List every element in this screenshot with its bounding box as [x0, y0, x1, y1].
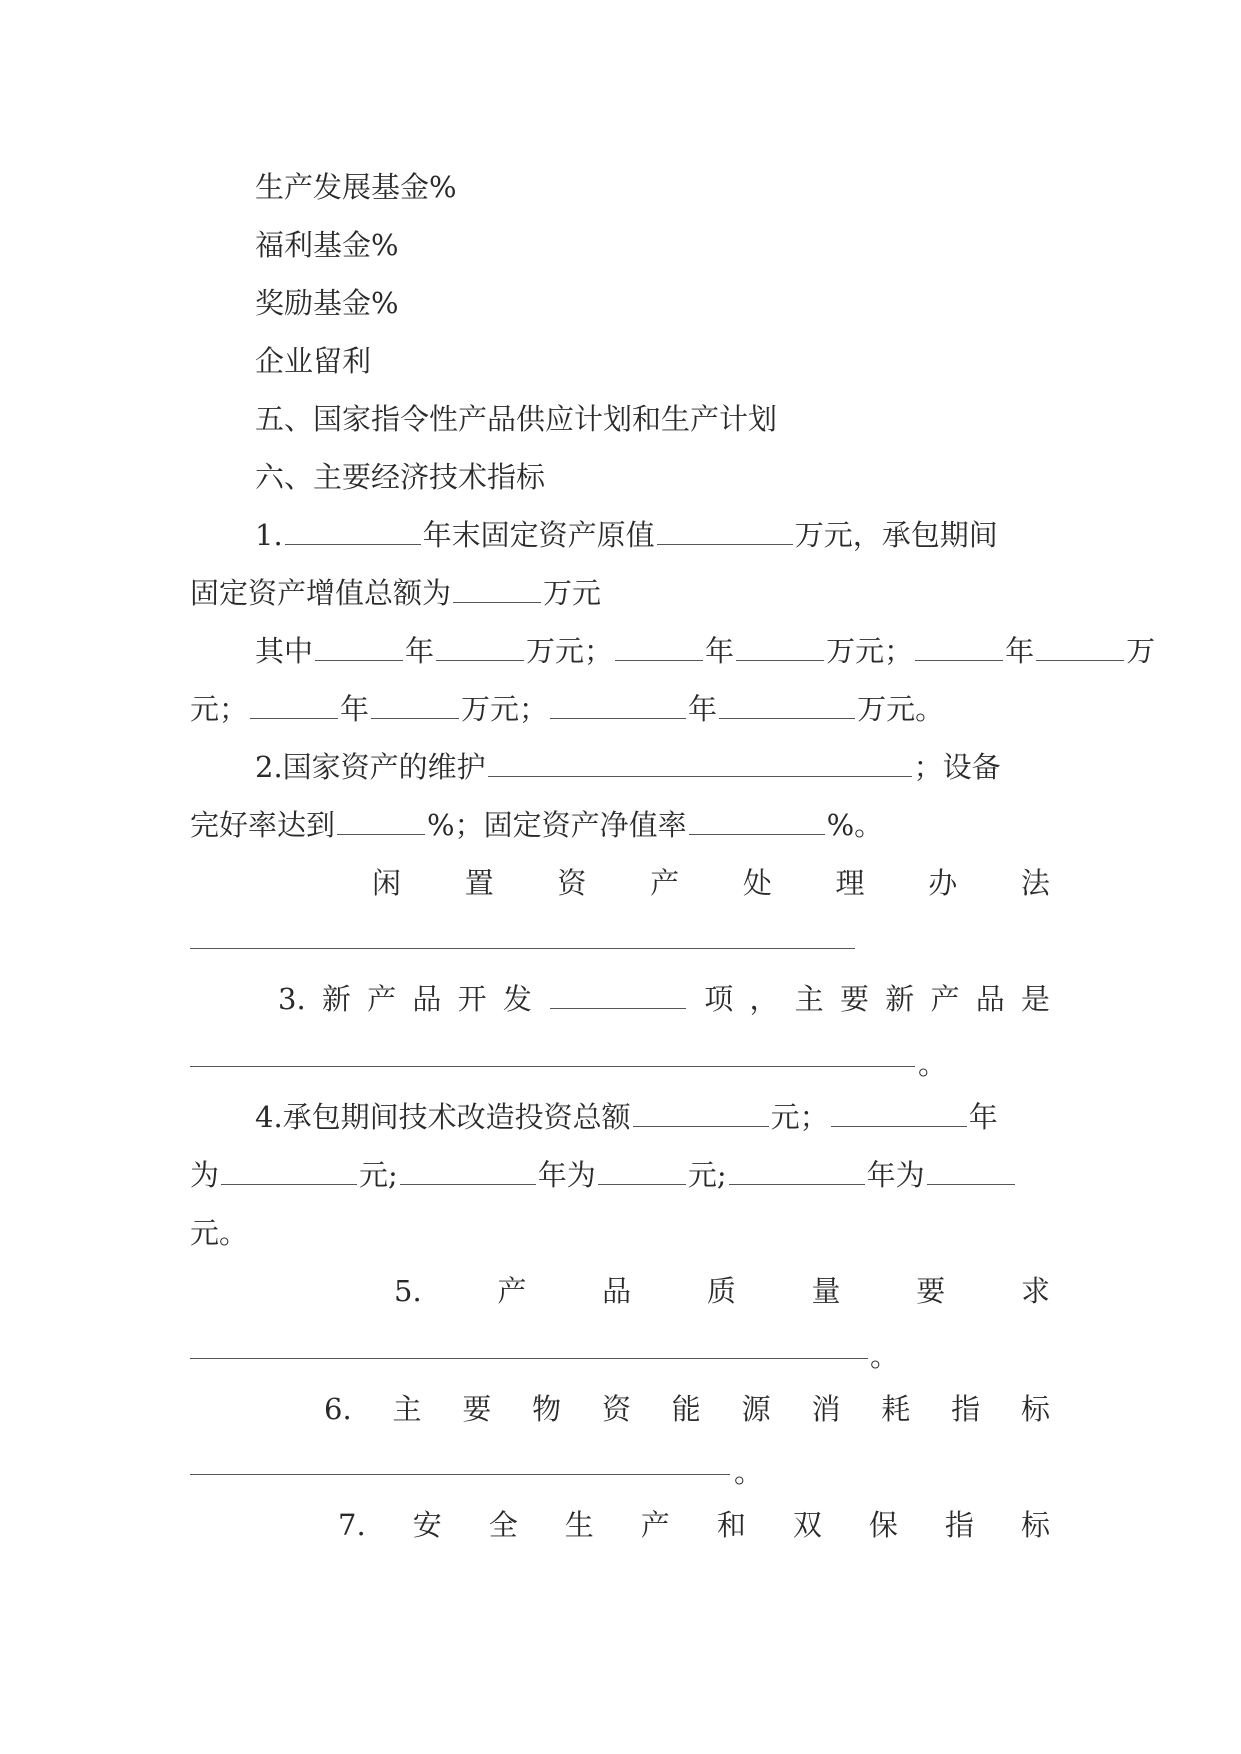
- item1-text-among: 其中: [255, 634, 314, 668]
- text-char: 保: [868, 1508, 898, 1542]
- text-char: 理: [835, 866, 865, 900]
- text-char: 新: [885, 982, 915, 1016]
- blank: [598, 1158, 686, 1185]
- item1-line4: [190, 680, 1050, 738]
- item4-text-investment: 4.承包期间技术改造投资总额: [255, 1100, 631, 1134]
- blank: [1036, 634, 1124, 661]
- text-char: 6.: [324, 1392, 352, 1426]
- line-retained-profit: 企业留利: [255, 344, 372, 378]
- text-char: 产: [650, 866, 680, 900]
- text-char: 要: [462, 1392, 492, 1426]
- blank: [729, 1158, 865, 1185]
- text-char: 全: [488, 1508, 518, 1542]
- item6-line1: [324, 1380, 1050, 1438]
- text-char: 产: [930, 982, 960, 1016]
- text-wan: 万: [1126, 634, 1156, 668]
- blank: [927, 1158, 1015, 1185]
- text-year: 年: [688, 692, 718, 726]
- item2-line2: [190, 796, 1050, 854]
- blank: [915, 634, 1003, 661]
- text-char: 资: [601, 1392, 631, 1426]
- line-bonus-fund: 奖励基金%: [255, 286, 399, 320]
- text-char: 耗: [881, 1392, 911, 1426]
- item1-text-increment: 固定资产增值总额为: [190, 576, 452, 610]
- text-char: 物: [532, 1392, 562, 1426]
- blank: [436, 634, 524, 661]
- text-char: 量: [811, 1274, 841, 1308]
- text-wan: 万元；: [461, 692, 549, 726]
- text-char: 是: [1020, 982, 1050, 1016]
- text-wan: 万元；: [526, 634, 614, 668]
- text-char: 资: [557, 866, 587, 900]
- text-char: 源: [741, 1392, 771, 1426]
- blank: [250, 692, 338, 719]
- blank: [831, 1100, 967, 1127]
- section-five-heading: 五、国家指令性产品供应计划和生产计划: [255, 402, 778, 436]
- text-char: 品: [412, 982, 442, 1016]
- item1-number: 1.: [255, 518, 283, 552]
- blank-investment: [633, 1100, 769, 1127]
- blank-year: [285, 518, 421, 545]
- blank-amount: [657, 518, 793, 545]
- item5-line1: [394, 1262, 1050, 1320]
- item5-end-mark: 。: [870, 1339, 900, 1373]
- text-char: 置: [464, 866, 494, 900]
- text-char: 产: [497, 1274, 527, 1308]
- fill-in-rule: [190, 1358, 868, 1359]
- item1-text-unit: 万元: [543, 576, 602, 610]
- item4-line2: [190, 1146, 1050, 1204]
- text-char: 5.: [394, 1274, 422, 1308]
- text-year: 年: [1005, 634, 1035, 668]
- fill-in-rule: [190, 1474, 730, 1475]
- blank-intact-rate: [337, 808, 425, 835]
- text-char: 生: [564, 1508, 594, 1542]
- blank: [315, 634, 403, 661]
- blank-net-value: [689, 808, 825, 835]
- text-year-wei: 年为: [866, 1158, 925, 1192]
- text-year-wei: 年为: [537, 1158, 596, 1192]
- text-year: 年: [405, 634, 435, 668]
- item2-text-net-value: %；固定资产净值率: [427, 808, 687, 842]
- text-char: 处: [742, 866, 772, 900]
- text-yuan: 元；: [770, 1100, 829, 1134]
- text-char: 主: [392, 1392, 422, 1426]
- text-char: 办: [928, 866, 958, 900]
- text-char: 消: [811, 1392, 841, 1426]
- text-char: 品: [975, 982, 1005, 1016]
- text-char: 新: [321, 982, 351, 1016]
- item2-text-percent-end: %。: [826, 808, 884, 842]
- item1-line1: [255, 506, 1050, 564]
- item4-line3: 元。: [190, 1216, 249, 1250]
- text-char: 求: [1020, 1274, 1050, 1308]
- text-char: 主: [794, 982, 824, 1016]
- blank: [550, 692, 686, 719]
- text-char: 产: [640, 1508, 670, 1542]
- text-char: 发: [502, 982, 532, 1016]
- item2-line1: [255, 738, 1050, 796]
- text-char: 闲: [372, 866, 402, 900]
- blank-increment: [453, 576, 541, 603]
- blank: [615, 634, 703, 661]
- text-wan-end: 万元。: [857, 692, 945, 726]
- blank: [550, 982, 686, 1009]
- item2-text-equipment: ；设备: [913, 750, 1001, 784]
- text-char: 要: [839, 982, 869, 1016]
- item4-line1: [255, 1088, 1050, 1146]
- text-char: 指: [951, 1392, 981, 1426]
- blank: [719, 692, 855, 719]
- item1-line3: [255, 622, 1156, 680]
- blank: [221, 1158, 357, 1185]
- text-char: 双: [792, 1508, 822, 1542]
- text-char: 能: [671, 1392, 701, 1426]
- text-wan: 万元；: [826, 634, 914, 668]
- text-wei: 为: [190, 1158, 220, 1192]
- text-year: 年: [340, 692, 370, 726]
- text-char: 标: [1020, 1508, 1050, 1542]
- item7-line1: [338, 1496, 1050, 1554]
- item6-end-mark: 。: [734, 1455, 764, 1489]
- text-char: 和: [716, 1508, 746, 1542]
- fill-in-rule: [190, 948, 855, 949]
- item3-end-mark: 。: [918, 1047, 948, 1081]
- item2-text-maintenance: 2.国家资产的维护: [255, 750, 486, 784]
- item1-line2: [190, 564, 1050, 622]
- text-yuan: 元；: [190, 692, 249, 726]
- line-welfare-fund: 福利基金%: [255, 228, 399, 262]
- text-char: 品: [602, 1274, 632, 1308]
- blank: [371, 692, 459, 719]
- text-year: 年: [705, 634, 735, 668]
- section-six-heading: 六、主要经济技术指标: [255, 460, 546, 494]
- line-production-fund: 生产发展基金%: [255, 170, 457, 204]
- text-year: 年: [968, 1100, 998, 1134]
- text-char: 开: [457, 982, 487, 1016]
- text-char: 标: [1020, 1392, 1050, 1426]
- text-char: 质: [706, 1274, 736, 1308]
- item2-text-intact-rate: 完好率达到: [190, 808, 336, 842]
- text-yuan: 元;: [687, 1158, 727, 1192]
- text-char: 指: [944, 1508, 974, 1542]
- blank: [400, 1158, 536, 1185]
- text-char: 产: [367, 982, 397, 1016]
- item3-line1: [278, 970, 1050, 1028]
- blank-maintenance: [488, 750, 912, 777]
- idle-assets-line: [372, 854, 1050, 912]
- text-char: 要: [916, 1274, 946, 1308]
- text-char: 3.: [278, 982, 306, 1016]
- text-char: 安: [412, 1508, 442, 1542]
- item1-text-fixed-assets: 年末固定资产原值: [422, 518, 655, 552]
- item1-text-contract-period: 万元，承包期间: [794, 518, 998, 552]
- text-char: 法: [1020, 866, 1050, 900]
- text-yuan: 元;: [359, 1158, 398, 1192]
- text-char: 项: [704, 982, 734, 1016]
- fill-in-rule: [190, 1066, 915, 1067]
- text-char: ，: [749, 982, 779, 1016]
- text-char: 7.: [338, 1508, 366, 1542]
- blank: [736, 634, 824, 661]
